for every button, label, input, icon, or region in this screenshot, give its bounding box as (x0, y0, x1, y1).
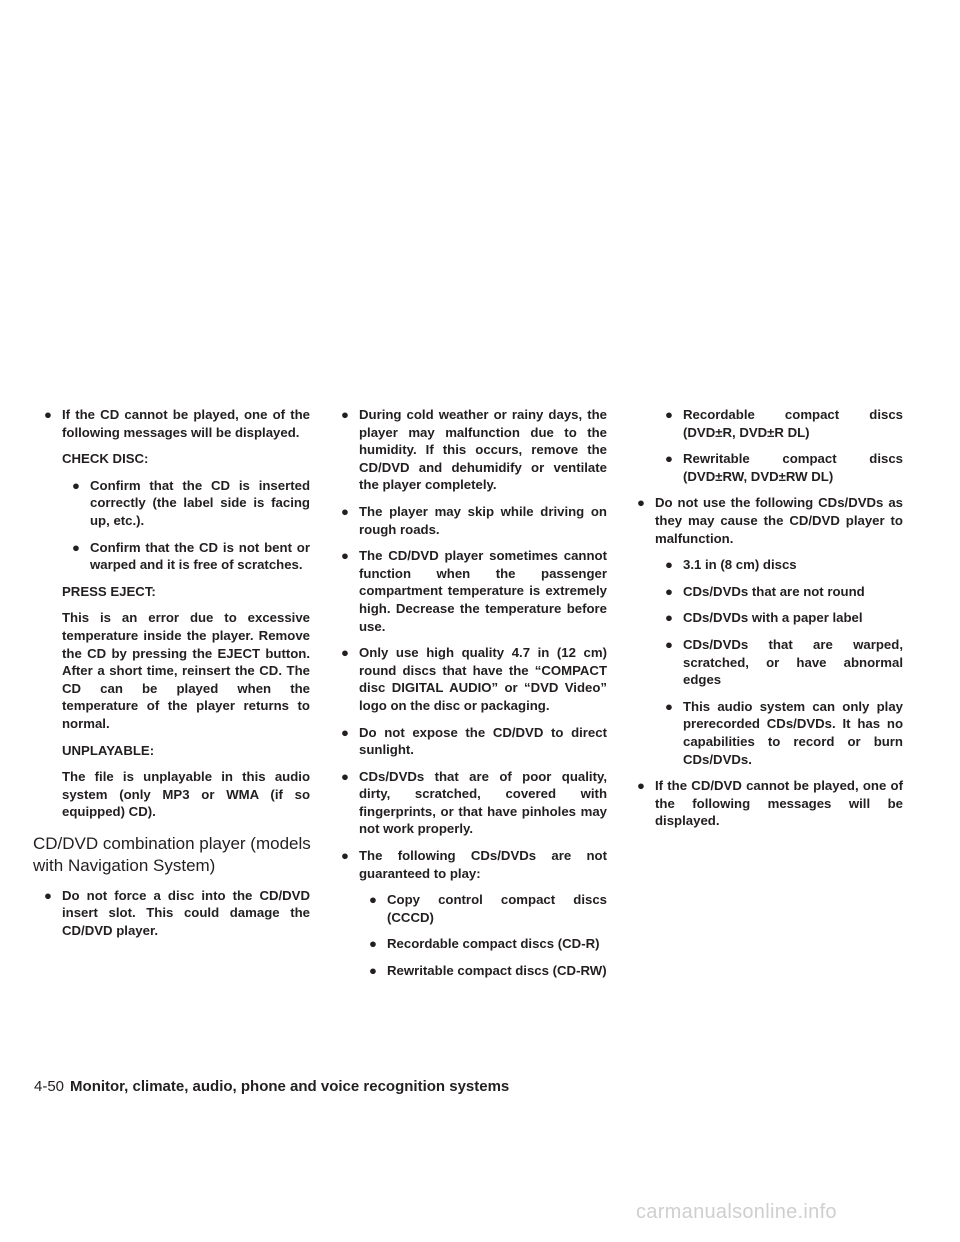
list-item: ● The following CDs/DVDs are not guaranteed to play: (331, 847, 607, 882)
list-item: ● CDs/DVDs that are warped, scratched, or have abnormal edges (655, 636, 903, 689)
bullet-icon: ● (341, 645, 349, 661)
list-item: ● Only use high quality 4.7 in (12 cm) round discs that have the “COMPACT disc DIGITAL AUDIO” or “DVD Video” logo on the disc or packaging. (331, 644, 607, 714)
bullet-icon: ● (665, 636, 673, 652)
check-disc-heading: CHECK DISC: (62, 451, 149, 467)
bullet-icon: ● (369, 892, 377, 908)
press-eject-text: This is an error due to excessive temperature inside the player. Remove the CD by pressing the EJECT button. After a short time, reinsert the CD. The CD can be played when the temperature of the player returns to normal. (62, 610, 310, 731)
bullet-icon: ● (665, 610, 673, 626)
list-item: ● Confirm that the CD is not bent or warped and it is free of scratches. (62, 539, 310, 574)
list-item: ● If the CD/DVD cannot be played, one of the following messages will be displayed. (627, 777, 903, 830)
list-item: ● CDs/DVDs that are not round (655, 583, 903, 601)
list-item: ● The CD/DVD player sometimes cannot function when the passenger compartment temperature is extremely high. Decrease the temperature before use. (331, 547, 607, 635)
list-item: ● Do not force a disc into the CD/DVD insert slot. This could damage the CD/DVD player. (34, 887, 310, 940)
bullet-icon: ● (341, 548, 349, 564)
bullet-icon: ● (341, 724, 349, 740)
bullet-icon: ● (44, 887, 52, 903)
bullet-icon: ● (341, 503, 349, 519)
section-heading: CD/DVD combination player (models with Navigation System) (33, 833, 311, 875)
list-item: ● During cold weather or rainy days, the player may malfunction due to the humidity. If this occurs, remove the CD/DVD and dehumidify or ventilate the player completely. (331, 406, 607, 494)
bullet-icon: ● (341, 768, 349, 784)
bullet-icon: ● (665, 583, 673, 599)
bullet-icon: ● (637, 495, 645, 511)
list-item: ● CDs/DVDs that are of poor quality, dirty, scratched, covered with fingerprints, or that have pinholes may not work properly. (331, 768, 607, 838)
column-1 (34, 406, 310, 949)
bullet-icon: ● (369, 936, 377, 952)
list-item: ● Do not expose the CD/DVD to direct sunlight. (331, 724, 607, 759)
list-item: ● Rewritable compact discs (DVD±RW, DVD±RW DL) (655, 450, 903, 485)
list-item: ● Recordable compact discs (DVD±R, DVD±R DL) (655, 406, 903, 441)
bullet-icon: ● (369, 963, 377, 979)
bullet-icon: ● (72, 539, 80, 555)
list-item: ● The player may skip while driving on rough roads. (331, 503, 607, 538)
bullet-icon: ● (665, 407, 673, 422)
watermark: carmanualsonline.info (636, 1201, 837, 1223)
list-item: ● 3.1 in (8 cm) discs (655, 556, 903, 574)
press-eject-heading: PRESS EJECT: (62, 583, 156, 599)
list-item: ● This audio system can only play prerecorded CDs/DVDs. It has no capabilities to record or burn CDs/DVDs. (655, 698, 903, 768)
bullet-icon: ● (72, 477, 80, 493)
list-item: ● CDs/DVDs with a paper label (655, 609, 903, 627)
bullet-icon: ● (665, 557, 673, 573)
list-item: ● Do not use the following CDs/DVDs as they may cause the CD/DVD player to malfunction. (627, 494, 903, 547)
bullet-icon: ● (637, 778, 645, 794)
footer-section-title: Monitor, climate, audio, phone and voice recognition systems (70, 1078, 510, 1095)
list-item: ● Recordable compact discs (CD-R) (359, 935, 607, 953)
unplayable-text: The file is unplayable in this audio system (only MP3 or WMA (if so equipped) CD). (62, 769, 310, 820)
bullet-icon: ● (341, 848, 349, 864)
bullet-icon: ● (665, 451, 673, 467)
bullet-icon: ● (44, 407, 52, 422)
list-item: ● If the CD cannot be played, one of the following messages will be displayed. (34, 406, 310, 441)
page-footer (34, 1077, 509, 1097)
list-item: ● Rewritable compact discs (CD-RW) (359, 962, 607, 980)
page-number: 4-50 (34, 1078, 65, 1095)
column-3 (627, 406, 903, 839)
column-2 (331, 406, 607, 989)
bullet-icon: ● (341, 407, 349, 422)
unplayable-heading: UNPLAYABLE: (62, 742, 155, 758)
list-item: ● Confirm that the CD is inserted correctly (the label side is facing up, etc.). (62, 477, 310, 530)
bullet-icon: ● (665, 698, 673, 714)
list-item: ● Copy control compact discs (CCCD) (359, 891, 607, 926)
